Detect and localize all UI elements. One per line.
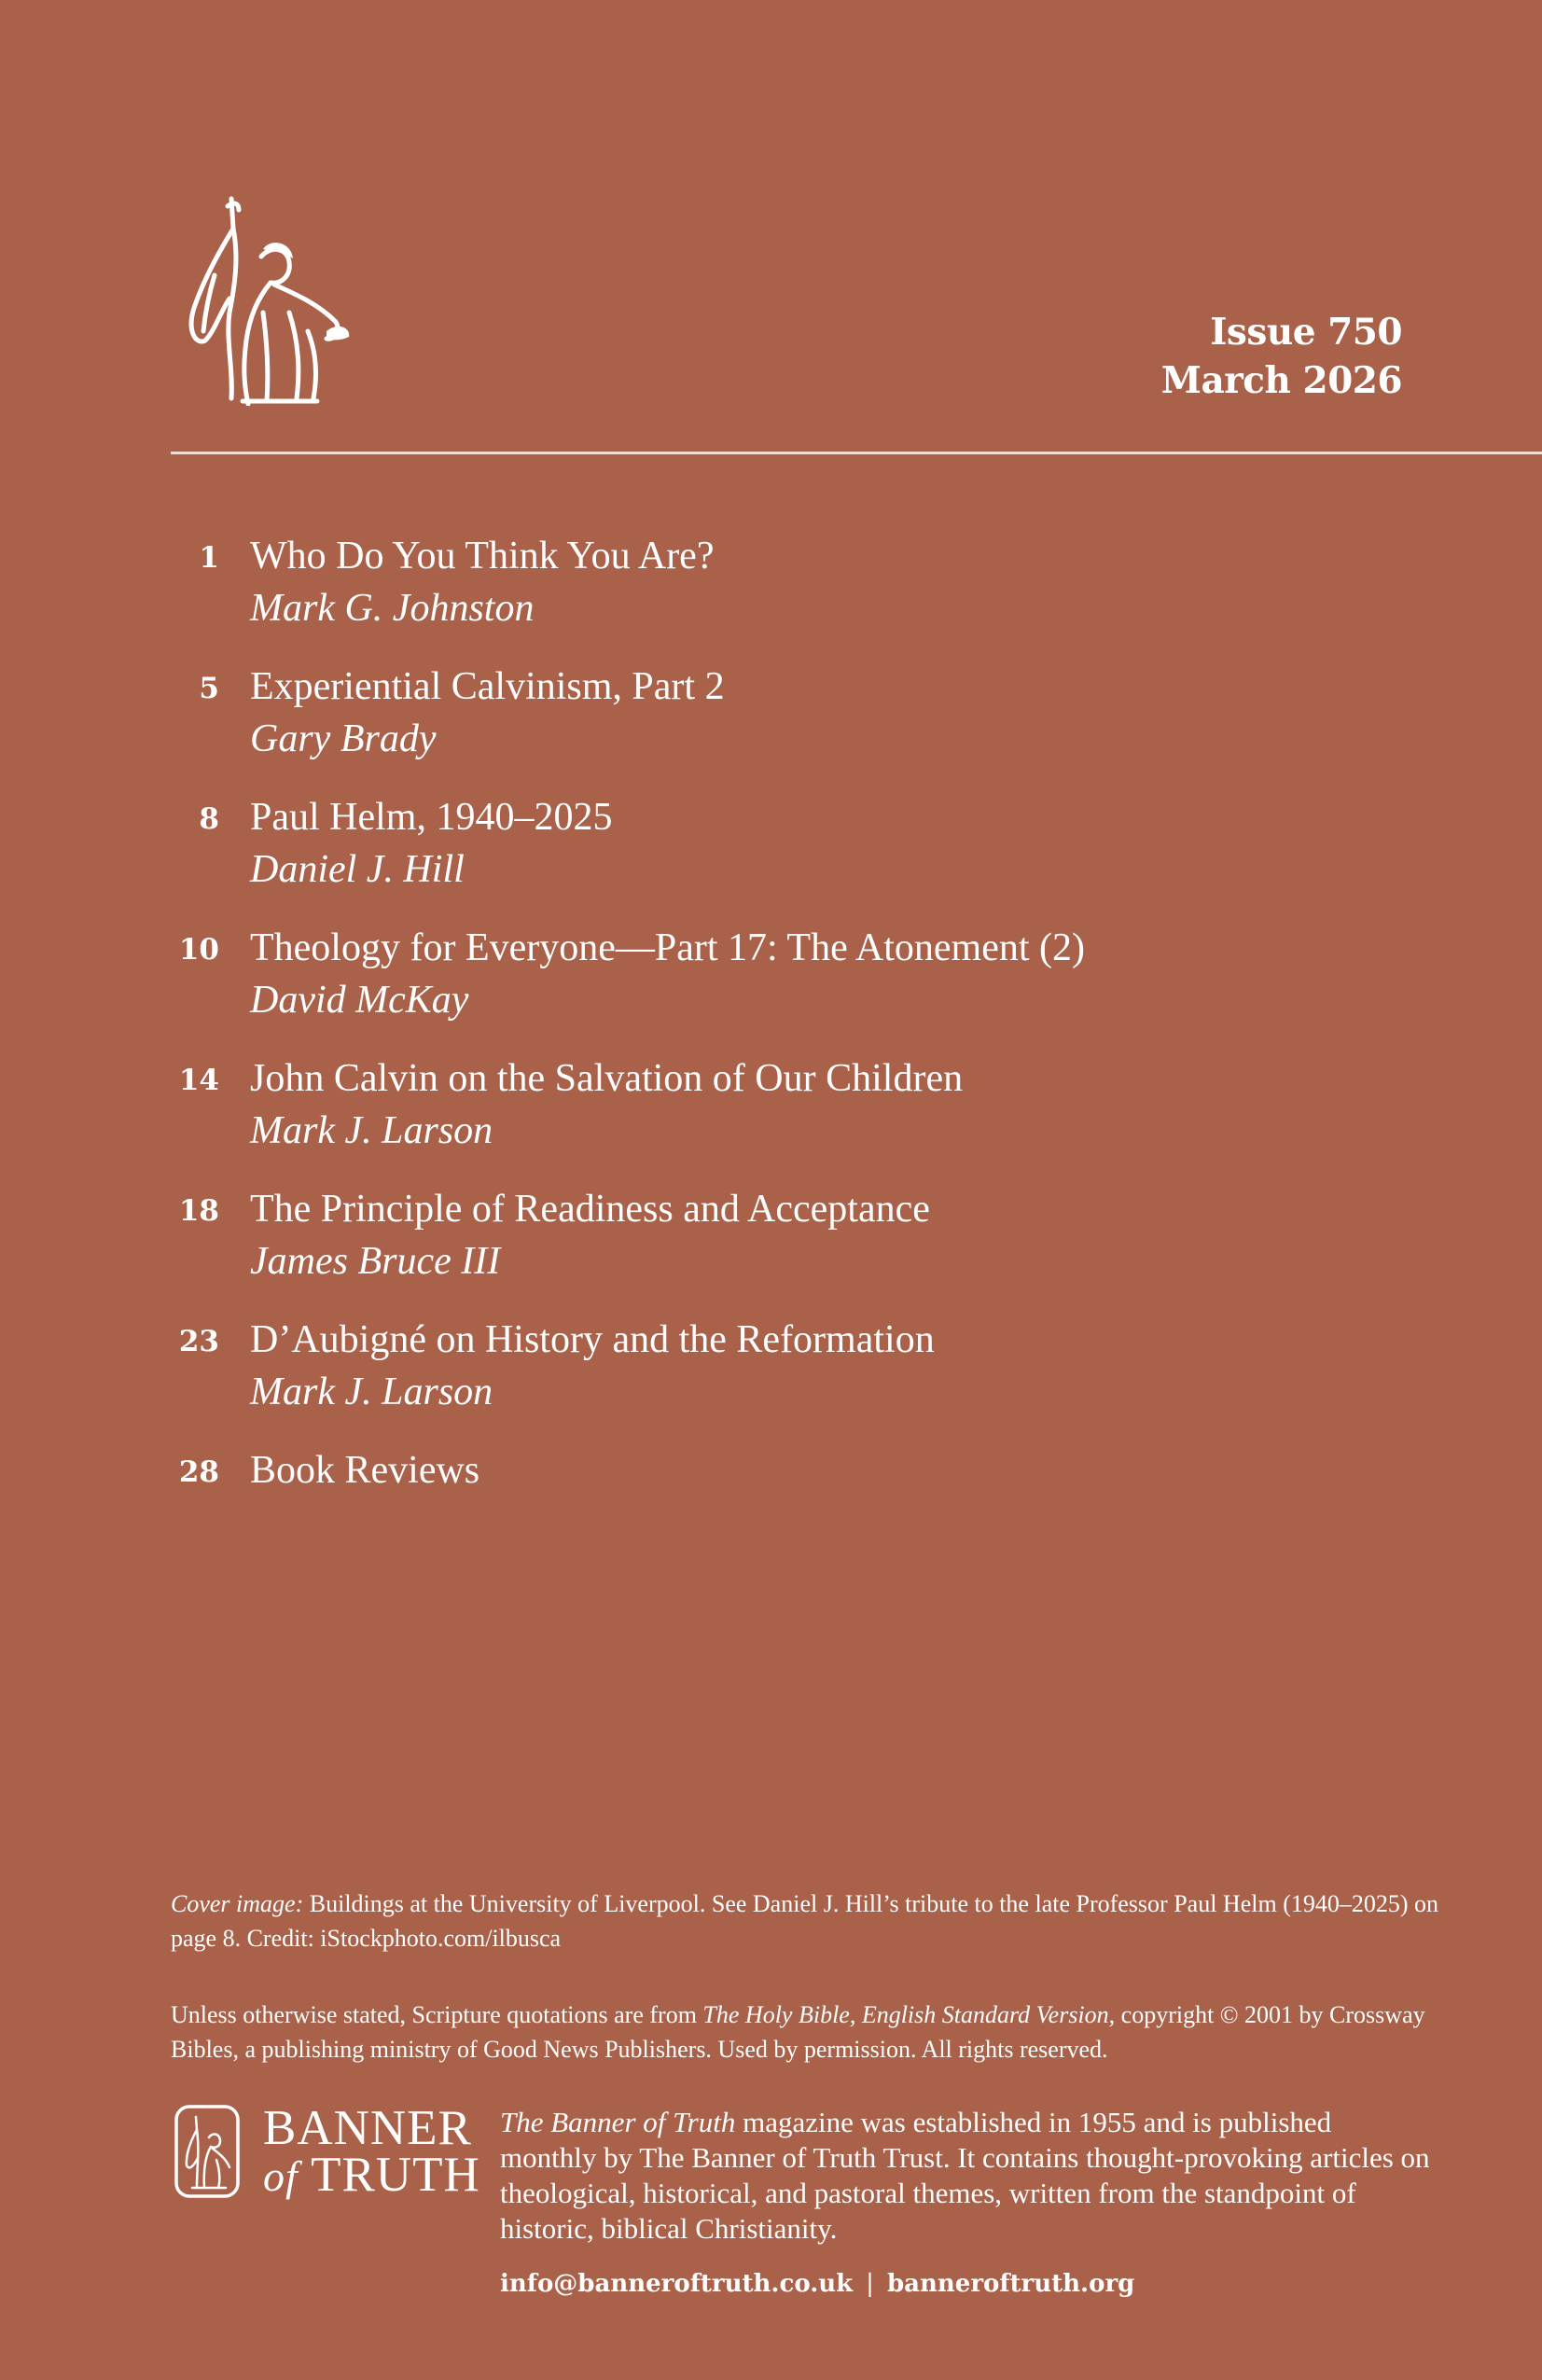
scripture-title: The Holy Bible, English Standard Version, [702, 2001, 1116, 2028]
toc-author: Mark G. Johnston [250, 587, 535, 630]
toc-page-number: 8 [199, 802, 219, 836]
cover-image-label: Cover image: [171, 1890, 304, 1917]
toc-page-number: 1 [199, 541, 219, 575]
cover-image-text: Buildings at the University of Liverpool. See Daniel J. Hill’s tribute to the late Professor Paul Helm (1940–2025) on page 8. Credit: iStockphoto.com/ilbusca [171, 1890, 1439, 1952]
header-divider [171, 452, 1542, 454]
toc-entry[interactable] [171, 1183, 1383, 1287]
toc-entry[interactable] [171, 922, 1383, 1026]
brand-name-line1: BANNER [263, 2101, 472, 2155]
toc-page-number: 18 [178, 1194, 219, 1228]
toc-entry[interactable] [171, 1444, 1383, 1498]
magazine-title: The Banner of Truth [500, 2106, 736, 2138]
toc-author: David McKay [250, 979, 469, 1022]
toc-title[interactable]: Paul Helm, 1940–2025 [250, 796, 613, 839]
toc-title[interactable]: Theology for Everyone—Part 17: The Atonement (2) [250, 926, 1086, 969]
banner-bearer-figure-icon [177, 191, 364, 406]
scripture-pre: Unless otherwise stated, Scripture quotations are from [171, 2001, 703, 2028]
cover-image-note [171, 1886, 1439, 1955]
toc-title[interactable]: John Calvin on the Salvation of Our Children [250, 1057, 964, 1100]
brand-truth: TRUTH [298, 2148, 480, 2202]
brand-name-line2 [263, 2149, 480, 2203]
contact-separator: | [866, 2270, 874, 2298]
toc-page-number: 14 [178, 1064, 219, 1097]
toc-page-number: 5 [199, 672, 219, 705]
table-of-contents [171, 530, 1383, 1524]
magazine-description-text: magazine was established in 1955 and is published monthly by The Banner of Truth Trust. It contains thought-provoking articles on theological, historical, and pastoral themes, written from the standpoint of historic, biblical Christianity. [500, 2106, 1430, 2245]
contact-info [500, 2265, 1134, 2303]
toc-page-number: 10 [178, 933, 219, 967]
banner-of-truth-logo[interactable] [174, 2101, 481, 2206]
toc-title[interactable]: Experiential Calvinism, Part 2 [250, 665, 725, 708]
toc-entry[interactable] [171, 1314, 1383, 1418]
banner-seal-icon [174, 2104, 241, 2199]
toc-author: Mark J. Larson [250, 1109, 493, 1152]
scripture-post: copyright © 2001 by Crossway Bibles, a publishing ministry of Good News Publishers. Used by permission. All rights reserved. [171, 2001, 1425, 2063]
toc-entry[interactable] [171, 1052, 1383, 1157]
toc-title[interactable]: The Principle of Readiness and Acceptance [250, 1188, 930, 1231]
toc-entry[interactable] [171, 530, 1383, 634]
issue-info [1161, 308, 1402, 405]
toc-page-number: 23 [178, 1325, 219, 1358]
contact-email-link[interactable]: info@banneroftruth.co.uk [500, 2270, 854, 2298]
toc-title[interactable]: D’Aubigné on History and the Reformation [250, 1318, 935, 1361]
toc-author: Daniel J. Hill [250, 848, 465, 891]
scripture-note [171, 1997, 1439, 2067]
toc-author: Gary Brady [250, 717, 437, 760]
issue-number: Issue 750 [1210, 311, 1402, 354]
toc-author: James Bruce III [250, 1240, 501, 1283]
toc-page-number: 28 [178, 1455, 219, 1489]
issue-date: March 2026 [1160, 359, 1402, 402]
website-link[interactable]: banneroftruth.org [886, 2270, 1135, 2298]
toc-title[interactable]: Who Do You Think You Are? [250, 535, 715, 578]
toc-title[interactable]: Book Reviews [250, 1449, 480, 1492]
toc-author: Mark J. Larson [250, 1371, 493, 1413]
toc-entry[interactable] [171, 661, 1383, 765]
toc-entry[interactable] [171, 791, 1383, 896]
brand-of: of [263, 2152, 299, 2200]
magazine-description [500, 2105, 1433, 2247]
